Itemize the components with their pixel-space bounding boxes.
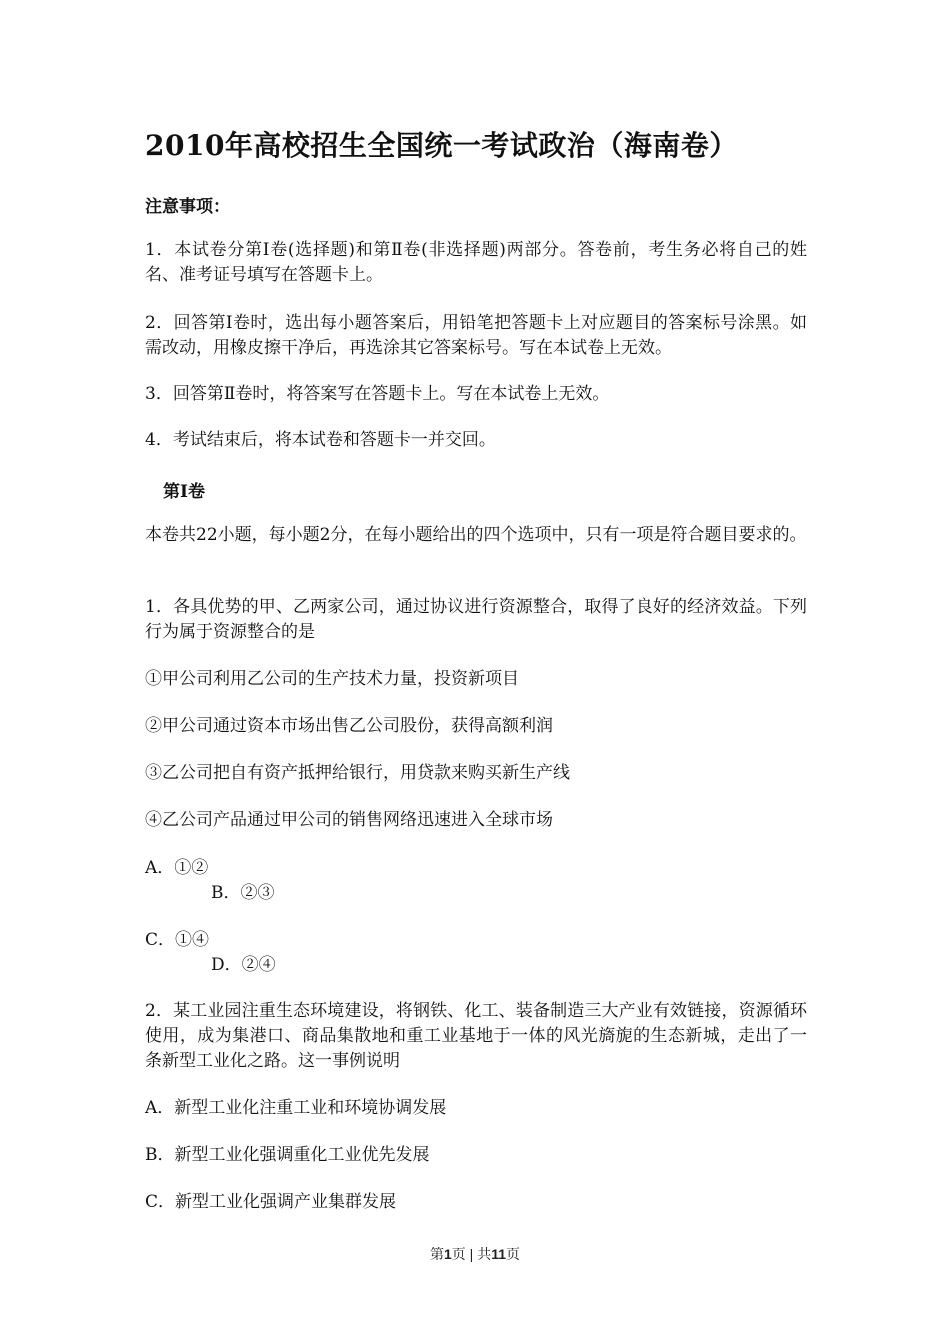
document-title: 2010年高校招生全国统一考试政治（海南卷） bbox=[145, 129, 738, 162]
question-2-option-c: C．新型工业化强调产业集群发展 bbox=[145, 1192, 397, 1212]
question-1-option-d: D．②④ bbox=[211, 955, 276, 975]
footer-total-pages: 11 bbox=[491, 1246, 507, 1262]
question-1-item: ④乙公司产品通过甲公司的销售网络迅速进入全球市场 bbox=[145, 810, 553, 830]
footer-prefix: 第 bbox=[429, 1246, 444, 1262]
question-2-option-a: A．新型工业化注重工业和环境协调发展 bbox=[145, 1098, 447, 1118]
footer-current-page: 1 bbox=[443, 1246, 452, 1262]
question-1-option-a: A．①② bbox=[145, 858, 209, 878]
section-intro: 本卷共22小题，每小题2分，在每小题给出的四个选项中，只有一项是符合题目要求的。 bbox=[145, 525, 807, 545]
notice-item: 1．本试卷分第Ⅰ卷(选择题)和第Ⅱ卷(非选择题)两部分。答卷前，考生务必将自己的姓名、准考证号填写在答题卡上。 bbox=[145, 240, 807, 285]
question-1-stem: 1．各具优势的甲、乙两家公司，通过协议进行资源整合，取得了良好的经济效益。下列行为属于资源整合的是 bbox=[145, 597, 807, 642]
notice-item: 2．回答第Ⅰ卷时，选出每小题答案后，用铅笔把答题卡上对应题目的答案标号涂黑。如需改动，用橡皮擦干净后，再选涂其它答案标号。写在本试卷上无效。 bbox=[145, 313, 807, 358]
question-1-option-c: C．①④ bbox=[145, 930, 210, 950]
question-1-item: ②甲公司通过资本市场出售乙公司股份，获得高额利润 bbox=[145, 716, 553, 736]
question-2-stem: 2．某工业园注重生态环境建设，将钢铁、化工、装备制造三大产业有效链接，资源循环使用，成为集港口、商品集散地和重工业基地于一体的风光旖旎的生态新城，走出了一条新型工业化之路。这一事例说明 bbox=[145, 1001, 807, 1071]
question-2-option-b: B．新型工业化强调重化工业优先发展 bbox=[145, 1145, 430, 1165]
section-title: 第Ⅰ卷 bbox=[163, 482, 205, 502]
notice-item: 4．考试结束后，将本试卷和答题卡一并交回。 bbox=[145, 430, 496, 450]
page-footer bbox=[0, 1244, 950, 1264]
notice-heading: 注意事项： bbox=[145, 197, 230, 217]
question-1-item: ①甲公司利用乙公司的生产技术力量，投资新项目 bbox=[145, 669, 519, 689]
notice-item: 3．回答第Ⅱ卷时，将答案写在答题卡上。写在本试卷上无效。 bbox=[145, 384, 610, 404]
footer-suffix: 页 bbox=[506, 1246, 521, 1262]
question-1-item: ③乙公司把自有资产抵押给银行，用贷款来购买新生产线 bbox=[145, 763, 570, 783]
question-1-option-b: B．②③ bbox=[211, 883, 275, 903]
footer-middle: 页 | 共 bbox=[451, 1246, 492, 1262]
